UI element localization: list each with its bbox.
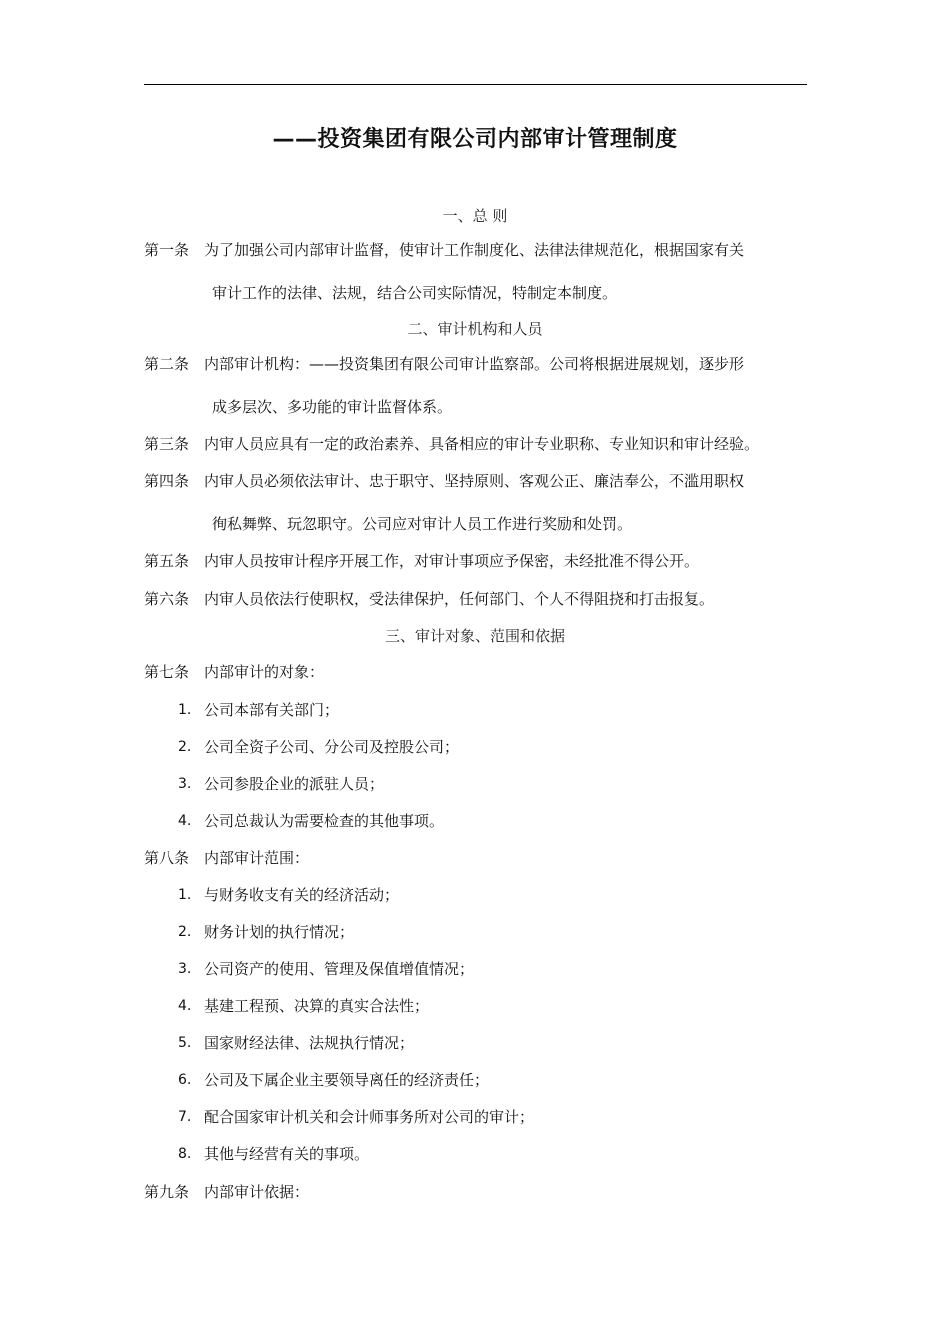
article-label: 第一条 bbox=[144, 241, 190, 259]
list-text: 配合国家审计机关和会计师事务所对公司的审计； bbox=[204, 1108, 535, 1126]
list-number: 1. bbox=[178, 887, 192, 903]
list-text: 公司全资子公司、分公司及控股公司； bbox=[204, 738, 460, 756]
list-number: 2. bbox=[178, 739, 192, 755]
article-5 bbox=[0, 551, 950, 571]
list-item bbox=[0, 959, 950, 979]
article-text-continued: 徇私舞弊、玩忽职守。公司应对审计人员工作进行奖励和处罚。 bbox=[212, 515, 633, 533]
list-text: 公司资产的使用、管理及保值增值情况； bbox=[204, 960, 475, 978]
list-item bbox=[0, 1144, 950, 1164]
article-text: 内部审计的对象： bbox=[204, 663, 325, 681]
list-number: 3. bbox=[178, 776, 192, 792]
article-text: 内部审计机构：——投资集团有限公司审计监察部。公司将根据进展规划，逐步形 bbox=[204, 355, 745, 373]
article-label: 第九条 bbox=[144, 1183, 190, 1201]
article-7 bbox=[0, 662, 950, 682]
list-number: 5. bbox=[178, 1035, 192, 1051]
list-item bbox=[0, 1107, 950, 1127]
article-text: 内审人员应具有一定的政治素养、具备相应的审计专业职称、专业知识和审计经验。 bbox=[204, 435, 760, 453]
list-text: 财务计划的执行情况； bbox=[204, 923, 355, 941]
article-8 bbox=[0, 848, 950, 868]
list-text: 基建工程预、决算的真实合法性； bbox=[204, 997, 430, 1015]
article-1 bbox=[0, 240, 950, 260]
list-number: 4. bbox=[178, 813, 192, 829]
list-text: 与财务收支有关的经济活动； bbox=[204, 886, 400, 904]
list-text: 公司总裁认为需要检查的其他事项。 bbox=[204, 812, 445, 830]
list-number: 6. bbox=[178, 1072, 192, 1088]
list-item bbox=[0, 922, 950, 942]
list-text: 公司参股企业的派驻人员； bbox=[204, 775, 385, 793]
article-label: 第六条 bbox=[144, 590, 190, 608]
list-text: 国家财经法律、法规执行情况； bbox=[204, 1034, 415, 1052]
article-label: 第八条 bbox=[144, 849, 190, 867]
document-title: ——投资集团有限公司内部审计管理制度 bbox=[272, 127, 678, 152]
list-item bbox=[0, 774, 950, 794]
article-text: 内部审计范围： bbox=[204, 849, 310, 867]
list-number: 3. bbox=[178, 961, 192, 977]
article-text: 内审人员必须依法审计、忠于职守、坚持原则、客观公正、廉洁奉公，不滥用职权 bbox=[204, 472, 745, 490]
list-item bbox=[0, 700, 950, 720]
list-text: 公司本部有关部门； bbox=[204, 701, 340, 719]
article-text-continued: 成多层次、多功能的审计监督体系。 bbox=[212, 398, 453, 416]
list-number: 7. bbox=[178, 1109, 192, 1125]
article-text: 为了加强公司内部审计监督，使审计工作制度化、法律法律规范化，根据国家有关 bbox=[204, 241, 745, 259]
list-text: 公司及下属企业主要领导离任的经济责任； bbox=[204, 1071, 490, 1089]
list-number: 2. bbox=[178, 924, 192, 940]
article-text: 内审人员依法行使职权，受法律保护，任何部门、个人不得阻挠和打击报复。 bbox=[204, 590, 715, 608]
article-label: 第七条 bbox=[144, 663, 190, 681]
list-number: 1. bbox=[178, 702, 192, 718]
article-text: 内审人员按审计程序开展工作，对审计事项应予保密，未经批准不得公开。 bbox=[204, 552, 700, 570]
article-1-continued bbox=[0, 283, 950, 303]
list-number: 8. bbox=[178, 1146, 192, 1162]
article-6 bbox=[0, 589, 950, 609]
article-label: 第二条 bbox=[144, 355, 190, 373]
article-2 bbox=[0, 354, 950, 374]
article-2-continued bbox=[0, 397, 950, 417]
list-item bbox=[0, 1033, 950, 1053]
article-label: 第五条 bbox=[144, 552, 190, 570]
list-item bbox=[0, 1070, 950, 1090]
article-text-continued: 审计工作的法律、法规，结合公司实际情况，特制定本制度。 bbox=[212, 284, 618, 302]
article-text: 内部审计依据： bbox=[204, 1183, 310, 1201]
list-number: 4. bbox=[178, 998, 192, 1014]
article-3 bbox=[0, 434, 950, 454]
article-label: 第三条 bbox=[144, 435, 190, 453]
section-heading-scope: 三、审计对象、范围和依据 bbox=[384, 627, 565, 645]
article-4-continued bbox=[0, 514, 950, 534]
section-heading-organization: 二、审计机构和人员 bbox=[407, 320, 543, 338]
list-item bbox=[0, 996, 950, 1016]
list-text: 其他与经营有关的事项。 bbox=[204, 1145, 370, 1163]
list-item bbox=[0, 737, 950, 757]
article-9 bbox=[0, 1182, 950, 1202]
header-rule bbox=[144, 84, 807, 85]
list-item bbox=[0, 811, 950, 831]
list-item bbox=[0, 885, 950, 905]
article-4 bbox=[0, 471, 950, 491]
section-heading-general: 一、总 则 bbox=[442, 207, 508, 225]
article-label: 第四条 bbox=[144, 472, 190, 490]
